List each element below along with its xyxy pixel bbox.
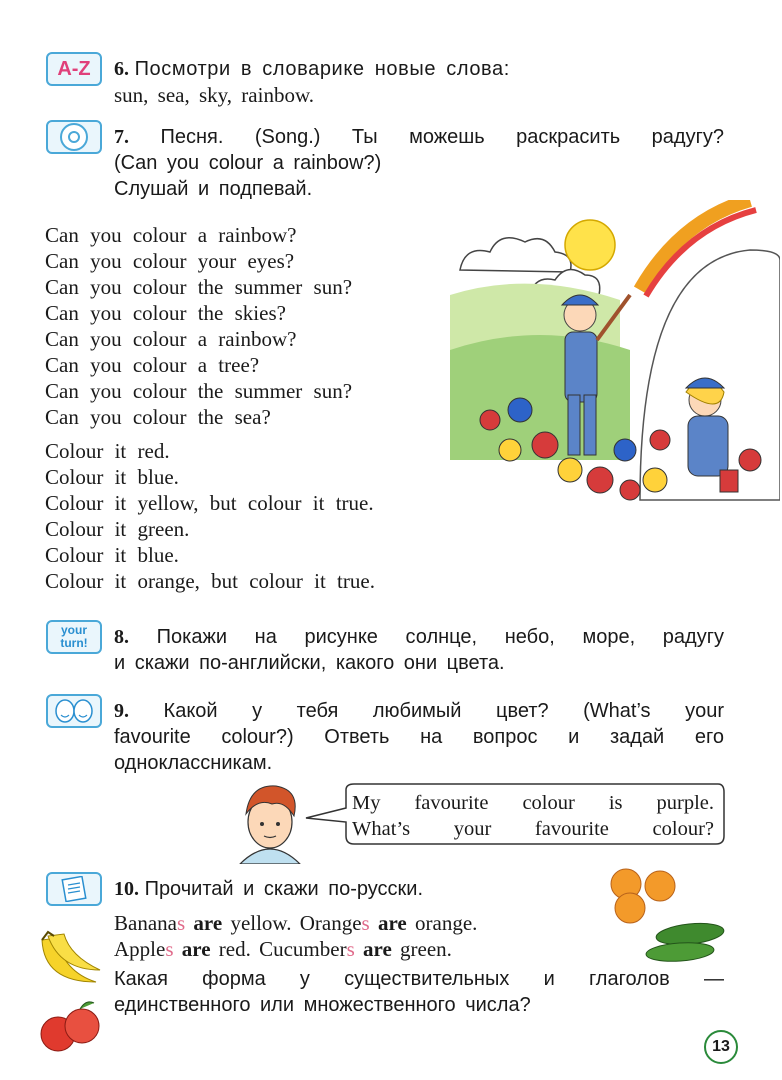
noun: Banana [114, 911, 177, 935]
noun: Cucumber [259, 937, 347, 961]
song-line: Can you colour your eyes? [45, 249, 295, 273]
noun: Apple [114, 937, 166, 961]
example-line-1 [114, 910, 477, 936]
task-text: единственного или множественного числа? [114, 994, 531, 1016]
page-number-badge [704, 1030, 738, 1064]
page-number: 13 [712, 1038, 730, 1055]
pair-work-icon [46, 694, 102, 728]
page-icon [59, 876, 89, 902]
song-line: Can you colour the summer sun? [45, 275, 353, 299]
badge-label: your [60, 623, 87, 637]
plural-ending: s [176, 911, 186, 935]
song-verse-2 [45, 438, 375, 594]
colour-word: orange. [415, 911, 478, 935]
reading-icon [46, 872, 102, 906]
song-line: Colour it blue. [45, 543, 179, 567]
verb: are [181, 937, 211, 961]
speech-text [352, 790, 714, 842]
task-number: 6. [114, 58, 129, 80]
badge-label: A-Z [57, 57, 91, 80]
song-line: Can you colour a tree? [45, 353, 260, 377]
speech-line: What’s your favourite colour? [352, 818, 714, 840]
boy-avatar [232, 782, 308, 864]
task-number: 10. [114, 878, 139, 900]
badge-label: turn! [60, 636, 88, 650]
colour-word: green. [400, 937, 452, 961]
task-number: 9. [114, 700, 129, 722]
task-9 [114, 698, 724, 776]
plural-ending: s [346, 937, 355, 961]
song-line: Colour it yellow, but colour it true. [45, 491, 374, 515]
new-words: sun, sea, sky, rainbow. [114, 83, 314, 107]
task-text: Покажи на рисунке солнце, небо, море, радугу [156, 626, 724, 648]
plural-ending: s [165, 937, 174, 961]
task-10-question [114, 966, 724, 1018]
task-number: 7. [114, 126, 129, 148]
song-line: Can you colour a rainbow? [45, 223, 297, 247]
task-text: Прочитай и скажи по-русски. [144, 878, 424, 900]
task-text: Посмотри в словарике новые слова: [134, 58, 510, 80]
apples-image [36, 996, 106, 1056]
task-text: Песня. (Song.) Ты можешь раскрасить радугу? [160, 126, 724, 148]
song-verse-1 [45, 222, 352, 430]
plural-ending: s [361, 911, 370, 935]
song-line: Can you colour the sea? [45, 405, 271, 429]
speech-line: My favourite colour is purple. [352, 792, 714, 814]
dictionary-icon [46, 52, 102, 86]
bananas-image [34, 926, 104, 996]
cucumbers-image [640, 918, 732, 968]
task-text: favourite colour?) Ответь на вопрос и задай его [114, 726, 724, 748]
faces-icon [52, 698, 96, 724]
task-text: Слушай и подпевай. [114, 178, 313, 200]
task-8 [114, 624, 724, 676]
verb: are [363, 937, 392, 961]
song-line: Colour it red. [45, 439, 170, 463]
verb: are [377, 911, 407, 935]
colour-word: red. [218, 937, 251, 961]
song-line: Can you colour a rainbow? [45, 327, 297, 351]
song-line: Colour it blue. [45, 465, 179, 489]
noun: Orange [299, 911, 362, 935]
song-line: Colour it green. [45, 517, 190, 541]
examples [114, 910, 477, 962]
song-line: Can you colour the summer sun? [45, 379, 353, 403]
your-turn-icon [46, 620, 102, 654]
verb: are [193, 911, 223, 935]
task-text: (Can you colour a rainbow?) [114, 152, 382, 174]
task-text: Какая форма у существительных и глаголов — [114, 968, 724, 990]
example-line-2 [114, 936, 477, 962]
disc-icon [59, 122, 89, 152]
task-6 [114, 56, 724, 108]
oranges-image [606, 866, 682, 926]
cd-icon [46, 120, 102, 154]
song-line: Can you colour the skies? [45, 301, 286, 325]
task-number: 8. [114, 626, 129, 648]
colour-word: yellow. [230, 911, 292, 935]
task-text: и скажи по-английски, какого они цвета. [114, 652, 505, 674]
task-text: одноклассникам. [114, 752, 273, 774]
task-text: Какой у тебя любимый цвет? (What’s your [163, 700, 724, 722]
song-line: Colour it orange, but colour it true. [45, 569, 375, 593]
rainbow-painting-illustration [450, 200, 780, 510]
task-7 [114, 124, 724, 202]
